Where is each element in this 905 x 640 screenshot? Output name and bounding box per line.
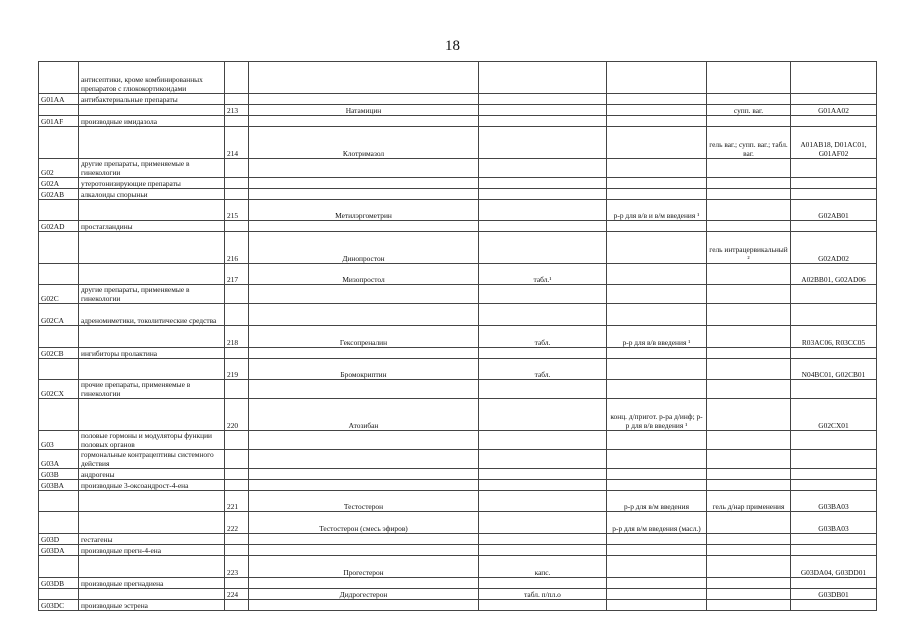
dosage-form: [479, 469, 607, 480]
dosage-form-topical: [707, 534, 791, 545]
atc-group-code: [39, 326, 79, 348]
table-row: [39, 200, 877, 221]
table-row: [39, 94, 877, 105]
atc-group-name: [79, 399, 225, 431]
table-row: [39, 431, 877, 450]
dosage-form-injection: [607, 600, 707, 611]
atc-code: [791, 159, 877, 178]
dosage-form: [479, 189, 607, 200]
atc-group-code: [39, 264, 79, 285]
atc-code: [791, 62, 877, 94]
item-number: [225, 431, 249, 450]
drug-name: [249, 348, 479, 359]
atc-code: [791, 189, 877, 200]
drug-name: Динопростон: [249, 232, 479, 264]
atc-group-name: [79, 264, 225, 285]
item-number: [225, 348, 249, 359]
atc-code: [791, 578, 877, 589]
drug-name: [249, 189, 479, 200]
atc-group-code: G03A: [39, 450, 79, 469]
item-number: 214: [225, 127, 249, 159]
atc-code: [791, 304, 877, 326]
atc-code: G03BA03: [791, 512, 877, 534]
dosage-form-injection: [607, 534, 707, 545]
dosage-form: табл.: [479, 359, 607, 380]
dosage-form-topical: [707, 116, 791, 127]
atc-code: N04BC01, G02CB01: [791, 359, 877, 380]
dosage-form-injection: конц. д/пригот. р-ра д/инф; р-р для в/в введения ¹: [607, 399, 707, 431]
item-number: [225, 578, 249, 589]
item-number: 216: [225, 232, 249, 264]
atc-group-name: [79, 200, 225, 221]
drug-name: [249, 600, 479, 611]
atc-code: [791, 285, 877, 304]
item-number: [225, 159, 249, 178]
dosage-form: [479, 348, 607, 359]
item-number: 217: [225, 264, 249, 285]
item-number: 223: [225, 556, 249, 578]
drug-name: [249, 545, 479, 556]
dosage-form-topical: [707, 264, 791, 285]
dosage-form-injection: [607, 232, 707, 264]
dosage-form-topical: [707, 450, 791, 469]
table-row: [39, 380, 877, 399]
dosage-form-topical: [707, 469, 791, 480]
drug-name: [249, 450, 479, 469]
table-row: [39, 556, 877, 578]
atc-group-name: производные имидазола: [79, 116, 225, 127]
table-row: [39, 545, 877, 556]
dosage-form-injection: [607, 556, 707, 578]
atc-group-name: [79, 127, 225, 159]
dosage-form: [479, 116, 607, 127]
atc-code: [791, 94, 877, 105]
dosage-form-topical: [707, 556, 791, 578]
drug-name: Гексопреналин: [249, 326, 479, 348]
atc-code: R03AC06, R03CC05: [791, 326, 877, 348]
drug-name: Атозибан: [249, 399, 479, 431]
table-row: [39, 589, 877, 600]
item-number: 215: [225, 200, 249, 221]
dosage-form-topical: [707, 159, 791, 178]
drug-name: [249, 304, 479, 326]
atc-group-name: гормональные контрацептивы системного действия: [79, 450, 225, 469]
item-number: 219: [225, 359, 249, 380]
table-row: [39, 450, 877, 469]
atc-group-name: прочие препараты, применяемые в гинекологии: [79, 380, 225, 399]
atc-group-name: ингибиторы пролактина: [79, 348, 225, 359]
dosage-form-injection: [607, 348, 707, 359]
dosage-form-injection: [607, 469, 707, 480]
drug-name: [249, 469, 479, 480]
atc-code: G01AA02: [791, 105, 877, 116]
table-row: [39, 348, 877, 359]
item-number: 221: [225, 491, 249, 512]
atc-group-name: половые гормоны и модуляторы функции половых органов: [79, 431, 225, 450]
table-row: [39, 326, 877, 348]
dosage-form-topical: [707, 545, 791, 556]
dosage-form-injection: [607, 285, 707, 304]
atc-group-code: [39, 200, 79, 221]
atc-group-name: гестагены: [79, 534, 225, 545]
dosage-form-injection: [607, 116, 707, 127]
atc-code: G02AD02: [791, 232, 877, 264]
atc-code: [791, 480, 877, 491]
atc-group-name: производные 3-оксоандрост-4-ена: [79, 480, 225, 491]
dosage-form: табл.¹: [479, 264, 607, 285]
dosage-form: табл. п/пл.о: [479, 589, 607, 600]
dosage-form-topical: гель интрацервикальный ²: [707, 232, 791, 264]
atc-group-code: G03DC: [39, 600, 79, 611]
table-row: [39, 399, 877, 431]
drug-name: [249, 94, 479, 105]
item-number: 222: [225, 512, 249, 534]
dosage-form: [479, 178, 607, 189]
table-row: [39, 264, 877, 285]
drug-name: Бромокриптин: [249, 359, 479, 380]
dosage-form-injection: [607, 589, 707, 600]
atc-group-code: [39, 359, 79, 380]
dosage-form: [479, 480, 607, 491]
atc-code: G03BA03: [791, 491, 877, 512]
drug-name: [249, 431, 479, 450]
dosage-form-injection: [607, 189, 707, 200]
atc-group-name: адреномиметики, токолитические средства: [79, 304, 225, 326]
drug-name: [249, 534, 479, 545]
atc-group-code: [39, 589, 79, 600]
table-row: [39, 159, 877, 178]
dosage-form-topical: гель д/нар применения: [707, 491, 791, 512]
table-row: [39, 491, 877, 512]
atc-code: A01AB18, D01AC01, G01AF02: [791, 127, 877, 159]
atc-group-code: G02A: [39, 178, 79, 189]
table-row: [39, 232, 877, 264]
dosage-form-injection: [607, 221, 707, 232]
item-number: [225, 116, 249, 127]
dosage-form: [479, 105, 607, 116]
dosage-form-injection: [607, 304, 707, 326]
item-number: 224: [225, 589, 249, 600]
atc-group-code: G01AA: [39, 94, 79, 105]
dosage-form-topical: [707, 589, 791, 600]
dosage-form: [479, 534, 607, 545]
atc-code: [791, 178, 877, 189]
atc-group-code: [39, 556, 79, 578]
atc-group-name: [79, 326, 225, 348]
drug-list-table: [38, 61, 877, 611]
item-number: [225, 94, 249, 105]
atc-group-code: G03D: [39, 534, 79, 545]
dosage-form-injection: [607, 380, 707, 399]
item-number: [225, 221, 249, 232]
drug-name: Метилэргометрин: [249, 200, 479, 221]
dosage-form-topical: [707, 600, 791, 611]
atc-code: [791, 221, 877, 232]
item-number: 220: [225, 399, 249, 431]
atc-group-code: G02CX: [39, 380, 79, 399]
dosage-form: [479, 159, 607, 178]
dosage-form-topical: [707, 380, 791, 399]
table-row: [39, 285, 877, 304]
dosage-form: [479, 232, 607, 264]
drug-name: [249, 116, 479, 127]
item-number: [225, 380, 249, 399]
atc-code: [791, 469, 877, 480]
dosage-form-topical: [707, 348, 791, 359]
dosage-form-topical: [707, 178, 791, 189]
dosage-form: [479, 380, 607, 399]
table-row: [39, 578, 877, 589]
dosage-form: [479, 450, 607, 469]
atc-group-name: производные эстрена: [79, 600, 225, 611]
dosage-form-injection: [607, 431, 707, 450]
item-number: [225, 545, 249, 556]
dosage-form-injection: [607, 264, 707, 285]
dosage-form-topical: [707, 578, 791, 589]
atc-code: A02BB01, G02AD06: [791, 264, 877, 285]
dosage-form: капс.: [479, 556, 607, 578]
page-number: 18: [445, 38, 460, 54]
dosage-form-topical: [707, 285, 791, 304]
atc-group-name: [79, 556, 225, 578]
atc-group-code: G01AF: [39, 116, 79, 127]
atc-code: [791, 380, 877, 399]
drug-name: [249, 221, 479, 232]
dosage-form: [479, 200, 607, 221]
drug-name: [249, 285, 479, 304]
atc-code: G03DB01: [791, 589, 877, 600]
table-row: [39, 178, 877, 189]
dosage-form-injection: [607, 450, 707, 469]
dosage-form-topical: [707, 94, 791, 105]
drug-name: [249, 159, 479, 178]
atc-group-code: G02CA: [39, 304, 79, 326]
dosage-form-injection: [607, 105, 707, 116]
table-row: [39, 189, 877, 200]
dosage-form-topical: [707, 512, 791, 534]
drug-list-body: [39, 62, 877, 611]
atc-group-name: антибактериальные препараты: [79, 94, 225, 105]
item-number: [225, 469, 249, 480]
dosage-form-topical: [707, 399, 791, 431]
table-row: [39, 304, 877, 326]
dosage-form-topical: [707, 304, 791, 326]
drug-name: Тестостерон (смесь эфиров): [249, 512, 479, 534]
atc-group-code: [39, 512, 79, 534]
dosage-form-injection: [607, 127, 707, 159]
dosage-form: [479, 304, 607, 326]
atc-group-code: G02AD: [39, 221, 79, 232]
drug-name: [249, 480, 479, 491]
atc-group-name: андрогены: [79, 469, 225, 480]
dosage-form-injection: р-р для в/м введения: [607, 491, 707, 512]
atc-group-code: G03B: [39, 469, 79, 480]
atc-code: G02AB01: [791, 200, 877, 221]
atc-group-name: [79, 232, 225, 264]
table-row: [39, 116, 877, 127]
atc-group-name: утеротонизирующие препараты: [79, 178, 225, 189]
atc-group-code: [39, 491, 79, 512]
dosage-form-injection: [607, 545, 707, 556]
dosage-form: [479, 399, 607, 431]
dosage-form-topical: [707, 431, 791, 450]
table-row: [39, 480, 877, 491]
dosage-form-injection: р-р для в/в введения ¹: [607, 326, 707, 348]
atc-group-name: производные прегнадиена: [79, 578, 225, 589]
dosage-form-injection: р-р для в/м введения (масл.): [607, 512, 707, 534]
table-row: [39, 105, 877, 116]
atc-group-code: G03DA: [39, 545, 79, 556]
dosage-form-topical: [707, 359, 791, 380]
atc-group-code: G02C: [39, 285, 79, 304]
atc-code: G03DA04, G03DD01: [791, 556, 877, 578]
atc-group-code: G02CB: [39, 348, 79, 359]
dosage-form-topical: [707, 326, 791, 348]
dosage-form-injection: [607, 359, 707, 380]
drug-name: Тестостерон: [249, 491, 479, 512]
atc-code: [791, 450, 877, 469]
atc-group-code: G03: [39, 431, 79, 450]
item-number: [225, 62, 249, 94]
dosage-form: [479, 600, 607, 611]
dosage-form: [479, 491, 607, 512]
table-row: [39, 359, 877, 380]
atc-group-name: простагландины: [79, 221, 225, 232]
atc-group-code: G02AB: [39, 189, 79, 200]
item-number: 213: [225, 105, 249, 116]
table-row: [39, 600, 877, 611]
item-number: [225, 178, 249, 189]
dosage-form: [479, 62, 607, 94]
atc-group-name: [79, 512, 225, 534]
atc-group-name: другие препараты, применяемые в гинекологии: [79, 159, 225, 178]
dosage-form-injection: [607, 159, 707, 178]
dosage-form: [479, 285, 607, 304]
dosage-form-topical: [707, 200, 791, 221]
table-row: [39, 127, 877, 159]
table-row: [39, 512, 877, 534]
atc-code: [791, 116, 877, 127]
dosage-form-injection: [607, 178, 707, 189]
atc-group-code: [39, 399, 79, 431]
dosage-form: [479, 512, 607, 534]
item-number: [225, 480, 249, 491]
atc-code: [791, 348, 877, 359]
table-row: [39, 221, 877, 232]
dosage-form-topical: [707, 221, 791, 232]
dosage-form: [479, 545, 607, 556]
item-number: [225, 189, 249, 200]
dosage-form-topical: супп. ваг.: [707, 105, 791, 116]
atc-group-code: [39, 232, 79, 264]
atc-code: G02CX01: [791, 399, 877, 431]
drug-name: Дидрогестерон: [249, 589, 479, 600]
drug-name: [249, 380, 479, 399]
item-number: [225, 534, 249, 545]
drug-name: Прогестерон: [249, 556, 479, 578]
atc-group-name: другие препараты, применяемые в гинекологии: [79, 285, 225, 304]
dosage-form: [479, 221, 607, 232]
dosage-form: [479, 431, 607, 450]
atc-code: [791, 600, 877, 611]
dosage-form: табл.: [479, 326, 607, 348]
atc-group-code: [39, 127, 79, 159]
dosage-form-injection: [607, 62, 707, 94]
dosage-form-topical: [707, 189, 791, 200]
atc-group-code: G02: [39, 159, 79, 178]
table-row: [39, 62, 877, 94]
atc-group-name: [79, 359, 225, 380]
atc-group-name: производные прегн-4-ена: [79, 545, 225, 556]
dosage-form-injection: [607, 94, 707, 105]
atc-group-code: [39, 62, 79, 94]
atc-group-name: алкалоиды спорыньи: [79, 189, 225, 200]
atc-group-name: антисептики, кроме комбинированных препаратов с глюкокортикоидами: [79, 62, 225, 94]
atc-group-code: [39, 105, 79, 116]
dosage-form-injection: [607, 578, 707, 589]
dosage-form: [479, 127, 607, 159]
drug-name: [249, 62, 479, 94]
dosage-form-injection: [607, 480, 707, 491]
atc-code: [791, 534, 877, 545]
drug-name: [249, 578, 479, 589]
atc-group-name: [79, 105, 225, 116]
item-number: [225, 285, 249, 304]
drug-name: [249, 178, 479, 189]
item-number: [225, 450, 249, 469]
atc-group-code: G03DB: [39, 578, 79, 589]
table-row: [39, 469, 877, 480]
atc-group-name: [79, 491, 225, 512]
dosage-form-injection: р-р для в/в и в/м введения ¹: [607, 200, 707, 221]
item-number: [225, 600, 249, 611]
item-number: 218: [225, 326, 249, 348]
dosage-form-topical: гель ваг.; супп. ваг.; табл. ваг.: [707, 127, 791, 159]
item-number: [225, 304, 249, 326]
dosage-form: [479, 94, 607, 105]
drug-name: Клотримазол: [249, 127, 479, 159]
drug-name: Мизопростол: [249, 264, 479, 285]
atc-code: [791, 545, 877, 556]
atc-code: [791, 431, 877, 450]
dosage-form: [479, 578, 607, 589]
drug-name: Натамицин: [249, 105, 479, 116]
atc-group-name: [79, 589, 225, 600]
table-row: [39, 534, 877, 545]
dosage-form-topical: [707, 480, 791, 491]
dosage-form-topical: [707, 62, 791, 94]
atc-group-code: G03BA: [39, 480, 79, 491]
